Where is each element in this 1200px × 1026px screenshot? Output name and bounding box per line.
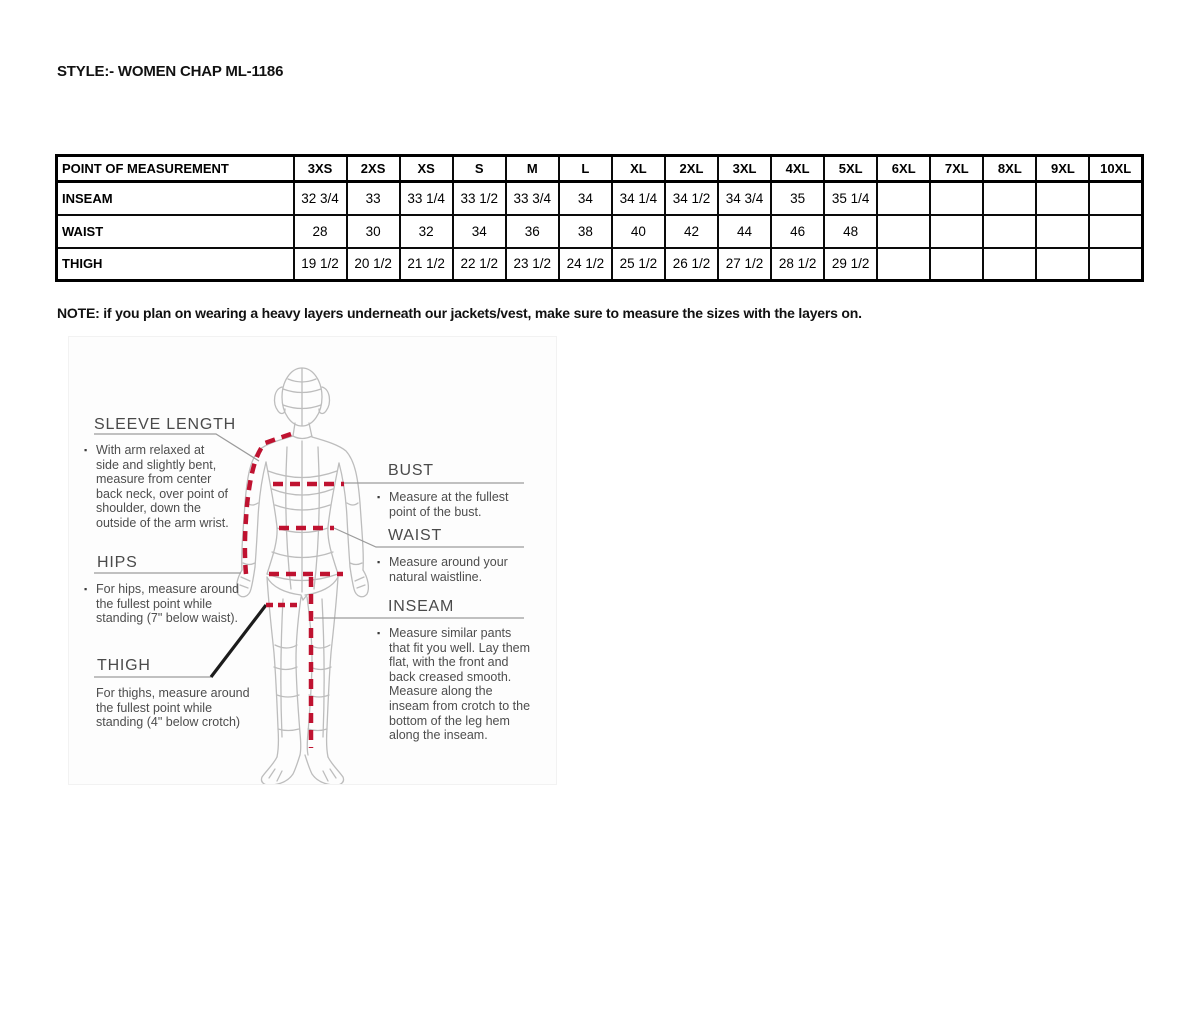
bullet-icon: ▪ bbox=[84, 584, 88, 594]
measurement-cell bbox=[1036, 215, 1089, 248]
measurement-cell bbox=[983, 248, 1036, 281]
measurement-cell: 25 1/2 bbox=[612, 248, 665, 281]
measurement-cell bbox=[1089, 182, 1142, 215]
measurement-cell: 34 1/4 bbox=[612, 182, 665, 215]
inseam-heading: INSEAM bbox=[388, 598, 455, 615]
measurement-cell: 33 1/2 bbox=[453, 182, 506, 215]
measurement-cell bbox=[930, 182, 983, 215]
measurement-cell: 30 bbox=[347, 215, 400, 248]
column-header-size: XL bbox=[612, 156, 665, 182]
column-header-size: 5XL bbox=[824, 156, 877, 182]
measurement-cell bbox=[930, 248, 983, 281]
table-row-thigh bbox=[57, 248, 1143, 281]
column-header-size: 6XL bbox=[877, 156, 930, 182]
measurement-cell: 33 1/4 bbox=[400, 182, 453, 215]
measurement-cell: 44 bbox=[718, 215, 771, 248]
measurement-cell: 28 bbox=[294, 215, 347, 248]
measurement-cell bbox=[983, 182, 1036, 215]
measurement-cell: 35 1/4 bbox=[824, 182, 877, 215]
measurement-cell: 40 bbox=[612, 215, 665, 248]
column-header-point-of-measurement: POINT OF MEASUREMENT bbox=[57, 156, 294, 182]
measurement-cell: 26 1/2 bbox=[665, 248, 718, 281]
column-header-size: 3XL bbox=[718, 156, 771, 182]
measurement-cell: 34 3/4 bbox=[718, 182, 771, 215]
column-header-size: XS bbox=[400, 156, 453, 182]
measurement-cell: 33 bbox=[347, 182, 400, 215]
bullet-icon: ▪ bbox=[84, 445, 88, 455]
measurement-cell: 34 bbox=[559, 182, 612, 215]
waist-heading: WAIST bbox=[388, 527, 443, 544]
table-header-row bbox=[57, 156, 1143, 182]
row-label: WAIST bbox=[57, 215, 294, 248]
measurement-cell: 29 1/2 bbox=[824, 248, 877, 281]
page-title: STYLE:- WOMEN CHAP ML-1186 bbox=[57, 63, 284, 80]
inseam-description: ▪ Measure similar pants that fit you well. Lay them flat, with the front and back creased smooth. Measure along the inseam from crotch to the bottom of the leg hem along the inseam. bbox=[377, 626, 531, 743]
column-header-size: 10XL bbox=[1089, 156, 1142, 182]
measurement-cell bbox=[983, 215, 1036, 248]
thigh-description: For thighs, measure around the fullest point while standing (4" below crotch) bbox=[96, 686, 250, 730]
measurement-cell: 24 1/2 bbox=[559, 248, 612, 281]
measurement-cell: 48 bbox=[824, 215, 877, 248]
measurement-cell bbox=[1036, 182, 1089, 215]
waist-description: ▪ Measure around your natural waistline. bbox=[377, 555, 508, 584]
measurement-cell: 42 bbox=[665, 215, 718, 248]
measurement-cell: 20 1/2 bbox=[347, 248, 400, 281]
sleeve-length-heading: SLEEVE LENGTH bbox=[94, 416, 237, 433]
hips-description: ▪ For hips, measure around the fullest point while standing (7" below waist). bbox=[84, 582, 240, 626]
measurement-diagram bbox=[68, 336, 557, 785]
measurement-cell bbox=[1089, 248, 1142, 281]
size-chart-table bbox=[55, 154, 1144, 282]
measurement-cell: 19 1/2 bbox=[294, 248, 347, 281]
measurement-cell bbox=[1089, 215, 1142, 248]
measurement-cell: 33 3/4 bbox=[506, 182, 559, 215]
bullet-icon: ▪ bbox=[377, 557, 381, 567]
measurement-cell: 28 1/2 bbox=[771, 248, 824, 281]
column-header-size: 7XL bbox=[930, 156, 983, 182]
bullet-icon: ▪ bbox=[377, 628, 381, 638]
measurement-cell: 35 bbox=[771, 182, 824, 215]
column-header-size: 8XL bbox=[983, 156, 1036, 182]
column-header-size: S bbox=[453, 156, 506, 182]
measurement-cell: 38 bbox=[559, 215, 612, 248]
sleeve-measure-line bbox=[245, 434, 291, 574]
measurement-cell: 32 bbox=[400, 215, 453, 248]
row-label: THIGH bbox=[57, 248, 294, 281]
measurement-cell: 34 bbox=[453, 215, 506, 248]
table-row-waist bbox=[57, 215, 1143, 248]
bust-heading: BUST bbox=[388, 462, 434, 479]
row-label: INSEAM bbox=[57, 182, 294, 215]
measurement-cell: 23 1/2 bbox=[506, 248, 559, 281]
thigh-heading: THIGH bbox=[97, 657, 151, 674]
table-row-inseam bbox=[57, 182, 1143, 215]
measurement-cell bbox=[930, 215, 983, 248]
measurement-cell: 21 1/2 bbox=[400, 248, 453, 281]
column-header-size: 4XL bbox=[771, 156, 824, 182]
measurement-cell: 27 1/2 bbox=[718, 248, 771, 281]
measurement-cell bbox=[877, 215, 930, 248]
column-header-size: M bbox=[506, 156, 559, 182]
column-header-size: 9XL bbox=[1036, 156, 1089, 182]
measurement-lines bbox=[245, 434, 344, 748]
measurement-cell bbox=[1036, 248, 1089, 281]
bust-description: ▪ Measure at the fullest point of the bust. bbox=[377, 490, 509, 519]
sleeve-length-description: ▪ With arm relaxed at side and slightly bent, measure from center back neck, over point of shoulder, down the outside of the arm wrist. bbox=[84, 443, 229, 530]
column-header-size: 2XL bbox=[665, 156, 718, 182]
note-text: NOTE: if you plan on wearing a heavy layers underneath our jackets/vest, make sure to measure the sizes with the layers on. bbox=[57, 305, 862, 321]
measurement-cell bbox=[877, 182, 930, 215]
measurement-cell: 46 bbox=[771, 215, 824, 248]
measurement-cell: 34 1/2 bbox=[665, 182, 718, 215]
bullet-icon: ▪ bbox=[377, 492, 381, 502]
measurement-cell: 36 bbox=[506, 215, 559, 248]
column-header-size: 2XS bbox=[347, 156, 400, 182]
measurement-cell: 32 3/4 bbox=[294, 182, 347, 215]
measurement-cell bbox=[877, 248, 930, 281]
column-header-size: L bbox=[559, 156, 612, 182]
measurement-cell: 22 1/2 bbox=[453, 248, 506, 281]
hips-heading: HIPS bbox=[97, 554, 138, 571]
column-header-size: 3XS bbox=[294, 156, 347, 182]
